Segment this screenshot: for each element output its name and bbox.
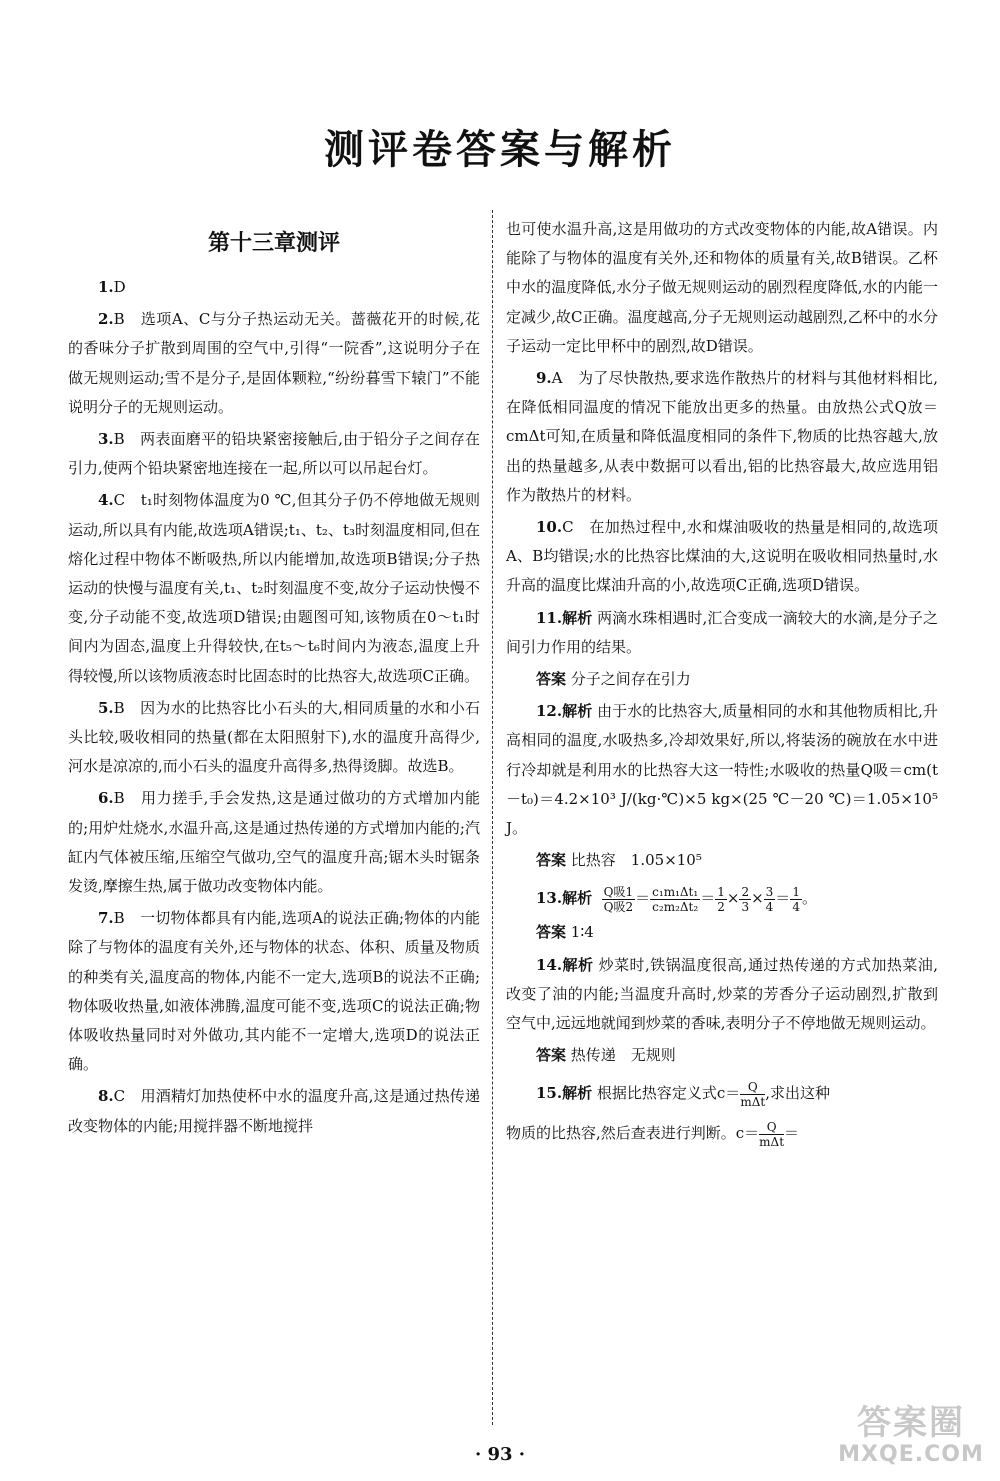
answer-number: 14.: [536, 955, 563, 974]
analysis-label: 解析: [562, 1084, 593, 1103]
right-column: [506, 215, 938, 1153]
answer-13-result: [506, 918, 938, 947]
page-number: · 93 ·: [474, 1444, 526, 1465]
answer-11-result: [506, 665, 938, 694]
answer-2: [68, 305, 480, 422]
answer-14-result: [506, 1041, 938, 1070]
answer-11: [506, 604, 938, 662]
fraction: $\frac{Q}{\text{mΔt}}$: [740, 1079, 766, 1109]
answer-14: [506, 951, 938, 1039]
answer-8: [68, 1082, 480, 1140]
answer-number: 8.: [98, 1087, 114, 1106]
analysis-text: 由于水的比热容大,质量相同的水和其他物质相比,升高相同的温度,水吸热多,冷却效果好,所以,将装汤的碗放在水中进行冷却就是利用水的比热容大这一特性;水吸收的热量Q吸＝cm(t－t₀)＝4.2×10³ J/(kg·℃)×5 kg×(25 ℃－20 ℃)＝1.05×10⁵ J。: [506, 702, 938, 838]
answer-13: 13.解析 $\frac{\text{Q吸1}}{\text{Q吸2}}$ ＝ $\frac{\text{c₁m₁Δt₁}}{\text{c₂m₂Δt₂}}$ ＝ $\frac{1}{2}$ × $\frac{2}{3}$ × $\frac{3}{4}$ ＝ $\frac{1}{4}$ 。: [536, 884, 817, 914]
answer-4: [68, 486, 480, 690]
fraction: $\frac{1}{4}$: [792, 884, 800, 914]
answer-text: D: [113, 278, 126, 296]
answer-label: 答案: [536, 923, 567, 942]
answer-text: C 用酒精灯加热使杯中水的温度升高,这是通过热传递改变物体的内能;用搅拌器不断地搅拌: [68, 1087, 480, 1135]
answer-7: [68, 904, 480, 1079]
answer-number: 2.: [98, 310, 114, 329]
answer-number: 6.: [98, 789, 114, 808]
answer-number: 4.: [98, 491, 114, 510]
analysis-label: 解析: [562, 889, 593, 908]
answer-text: C t₁时刻物体温度为0 ℃,但其分子仍不停地做无规则运动,所以具有内能,故选项A错误;t₁、t₂、t₃时刻温度相同,但在熔化过程中物体不断吸热,所以内能增加,故选项B错误;分子热运动的快慢与温度有关,t₁、t₂时刻温度不变,故分子运动快慢不变,分子动能不变,故选项D错误;由题图可知,该物质在0～t₁时间内为固态,温度上升得较快,在t₅～t₆时间内为液态,温度上升得较慢,所以该物质液态时比固态时的比热容大,故选项C正确。: [68, 491, 480, 685]
answer-number: 3.: [98, 430, 114, 449]
answer-number: 5.: [98, 698, 114, 717]
answer-text: B 因为水的比热容比小石头的大,相同质量的水和小石头比较,吸收相同的热量(都在太阳照射下),水的温度升高得少,河水是凉凉的,而小石头的温度升高得多,热得烫脚。故选B。: [68, 698, 480, 776]
answer-label: 答案: [536, 670, 567, 689]
analysis-label: 解析: [562, 608, 593, 627]
fraction: $\frac{3}{4}$: [765, 884, 774, 914]
answer-number: 7.: [98, 909, 114, 928]
fraction: $\frac{Q}{\text{mΔt}}$: [759, 1119, 785, 1149]
answer-text: C 在加热过程中,水和煤油吸收的热量是相同的,故选项A、B均错误;水的比热容比煤油的大,这说明在吸收相同热量时,水升高的温度比煤油升高的小,故选项C正确,选项D错误。: [506, 518, 938, 595]
watermark-url: MXQE.COM: [838, 1442, 984, 1467]
answer-15: 15.解析 根据比热容定义式c＝ $\frac{Q}{\text{mΔt}}$ ,求出这种: [536, 1079, 830, 1109]
answer-number: 10.: [536, 518, 563, 537]
answer-number: 12.: [536, 702, 563, 721]
answer-label: 答案: [536, 851, 567, 870]
answer-text: B 用力搓手,手会发热,这是通过做功的方式增加内能的;用炉灶烧水,水温升高,这是通过热传递的方式增加内能的;汽缸内气体被压缩,压缩空气做功,空气的温度升高;锯木头时锯条发烫,摩擦生热,属于做功改变物体内能。: [68, 789, 480, 896]
column-divider: [492, 210, 493, 1425]
chapter-title: 第十三章测评: [207, 231, 340, 256]
answer-number: 9.: [536, 369, 552, 388]
answer-5: [68, 694, 480, 782]
answer-text: B 选项A、C与分子热运动无关。蔷薇花开的时候,花的香味分子扩散到周围的空气中,引得“一院香”,这说明分子在做无规则运动;雪不是分子,是固体颗粒,“纷纷暮雪下辕门”不能说明分子的无规则运动。: [68, 310, 480, 416]
fraction: $\frac{\text{Q吸1}}{\text{Q吸2}}$: [603, 884, 634, 914]
answer-8-continued: 也可使水温升高,这是用做功的方式改变物体的内能,故A错误。内能除了与物体的温度有关外,还和物体的质量有关,故B错误。乙杯中水的温度降低,水分子做无规则运动的剧烈程度降低,水的内能一定减少,故C正确。温度越高,分子无规则运动越剧烈,乙杯中的水分子运动一定比甲杯中的剧烈,故D错误。: [506, 220, 938, 355]
answer-value: 热传递 无规则: [570, 1046, 676, 1065]
answer-number: 1.: [98, 278, 114, 296]
answer-6: [68, 784, 480, 901]
fraction: $\frac{\text{c₁m₁Δt₁}}{\text{c₂m₂Δt₂}}$: [652, 884, 699, 914]
fraction: $\frac{2}{3}$: [741, 884, 750, 914]
left-column: [68, 225, 480, 1144]
analysis-text: 炒菜时,铁锅温度很高,通过热传递的方式加热菜油,改变了油的内能;当温度升高时,炒菜的芳香分子运动剧烈,扩散到空气中,远远地就闻到炒菜的香味,表明分子不停地做无规则运动。: [506, 955, 938, 1033]
answer-value: 1∶4: [570, 923, 594, 942]
analysis-text: 两滴水珠相遇时,汇合变成一滴较大的水滴,是分子之间引力作用的结果。: [506, 608, 938, 656]
answer-text: B 一切物体都具有内能,选项A的说法正确;物体的内能除了与物体的温度有关外,还与物体的状态、体积、质量及物质的种类有关,温度高的物体,内能不一定大,选项B的说法不正确;物体吸收热量,如液体沸腾,温度可能不变,选项C的说法正确;物体吸收热量同时对外做功,其内能不一定增大,选项D的说法正确。: [68, 909, 480, 1074]
answer-15-continued: 物质的比热容,然后查表进行判断。c＝ $\frac{Q}{\text{mΔt}}$ ＝: [506, 1119, 800, 1149]
fraction: $\frac{1}{2}$: [717, 884, 725, 914]
watermark-text: 答案圈: [857, 1403, 965, 1443]
answer-number: 15.: [536, 1084, 563, 1103]
answer-12-result: [506, 846, 938, 875]
answer-3: [68, 425, 480, 483]
answer-value: 分子之间存在引力: [570, 670, 691, 689]
answer-value: 比热容 1.05×10⁵: [570, 851, 702, 870]
answer-9: [506, 364, 938, 510]
analysis-label: 解析: [562, 702, 593, 721]
answer-text: A 为了尽快散热,要求选作散热片的材料与其他材料相比,在降低相同温度的情况下能放出更多的热量。由放热公式Q放＝cmΔt可知,在质量和降低温度相同的条件下,物质的比热容越大,放出的热量越多,从表中数据可以看出,铝的比热容最大,故应选用铝作为散热片的材料。: [506, 369, 938, 504]
answer-text: B 两表面磨平的铅块紧密接触后,由于铅分子之间存在引力,使两个铅块紧密地连接在一起,所以可以吊起台灯。: [68, 430, 480, 478]
answer-1: [68, 273, 480, 302]
answer-12: [506, 697, 938, 843]
answer-label: 答案: [536, 1046, 567, 1065]
page-title: 测评卷答案与解析: [324, 127, 676, 173]
answer-number: 11.: [536, 608, 563, 627]
answer-10: [506, 513, 938, 601]
answer-number: 13.: [536, 889, 563, 908]
watermark-logo: [836, 1403, 986, 1473]
analysis-label: 解析: [562, 955, 594, 974]
